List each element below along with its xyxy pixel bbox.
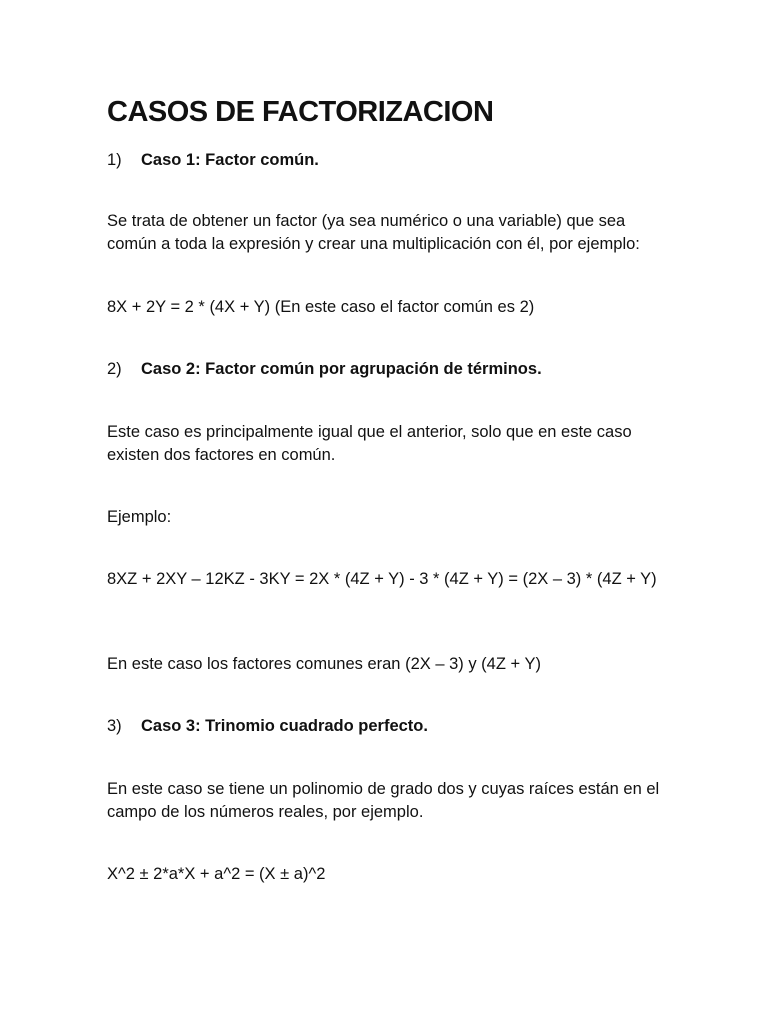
- section-2-example: 8XZ + 2XY – 12KZ - 3KY = 2X * (4Z + Y) - 3 * (4Z + Y) = (2X – 3) * (4Z + Y): [107, 570, 657, 588]
- section-2-description: Este caso es principalmente igual que el anterior, solo que en este caso existen dos factores en común.: [107, 423, 632, 464]
- section-2-number: 2): [107, 360, 122, 378]
- section-3-title: Caso 3: Trinomio cuadrado perfecto.: [141, 717, 428, 735]
- section-3-description: En este caso se tiene un polinomio de grado dos y cuyas raíces están en el campo de los números reales, por ejemplo.: [107, 780, 660, 821]
- section-1-example: 8X + 2Y = 2 * (4X + Y) (En este caso el factor común es 2): [107, 298, 535, 316]
- section-2-title: Caso 2: Factor común por agrupación de términos.: [141, 360, 542, 378]
- section-3-formula: X^2 ± 2*a*X + a^2 = (X ± a)^2: [107, 865, 326, 883]
- section-1-description: Se trata de obtener un factor (ya sea numérico o una variable) que sea común a toda la expresión y crear una multiplicación con él, por ejemplo:: [107, 212, 640, 253]
- section-1-heading: [107, 149, 319, 171]
- section-3-heading: [107, 715, 428, 737]
- document-title: CASOS DE FACTORIZACION: [107, 96, 494, 128]
- section-2-conclusion: En este caso los factores comunes eran (2X – 3) y (4Z + Y): [107, 655, 541, 673]
- section-2-example-label: Ejemplo:: [107, 508, 172, 526]
- section-1-title: Caso 1: Factor común.: [141, 151, 319, 169]
- section-3-number: 3): [107, 717, 122, 735]
- section-1-number: 1): [107, 151, 122, 169]
- section-2-heading: [107, 358, 542, 380]
